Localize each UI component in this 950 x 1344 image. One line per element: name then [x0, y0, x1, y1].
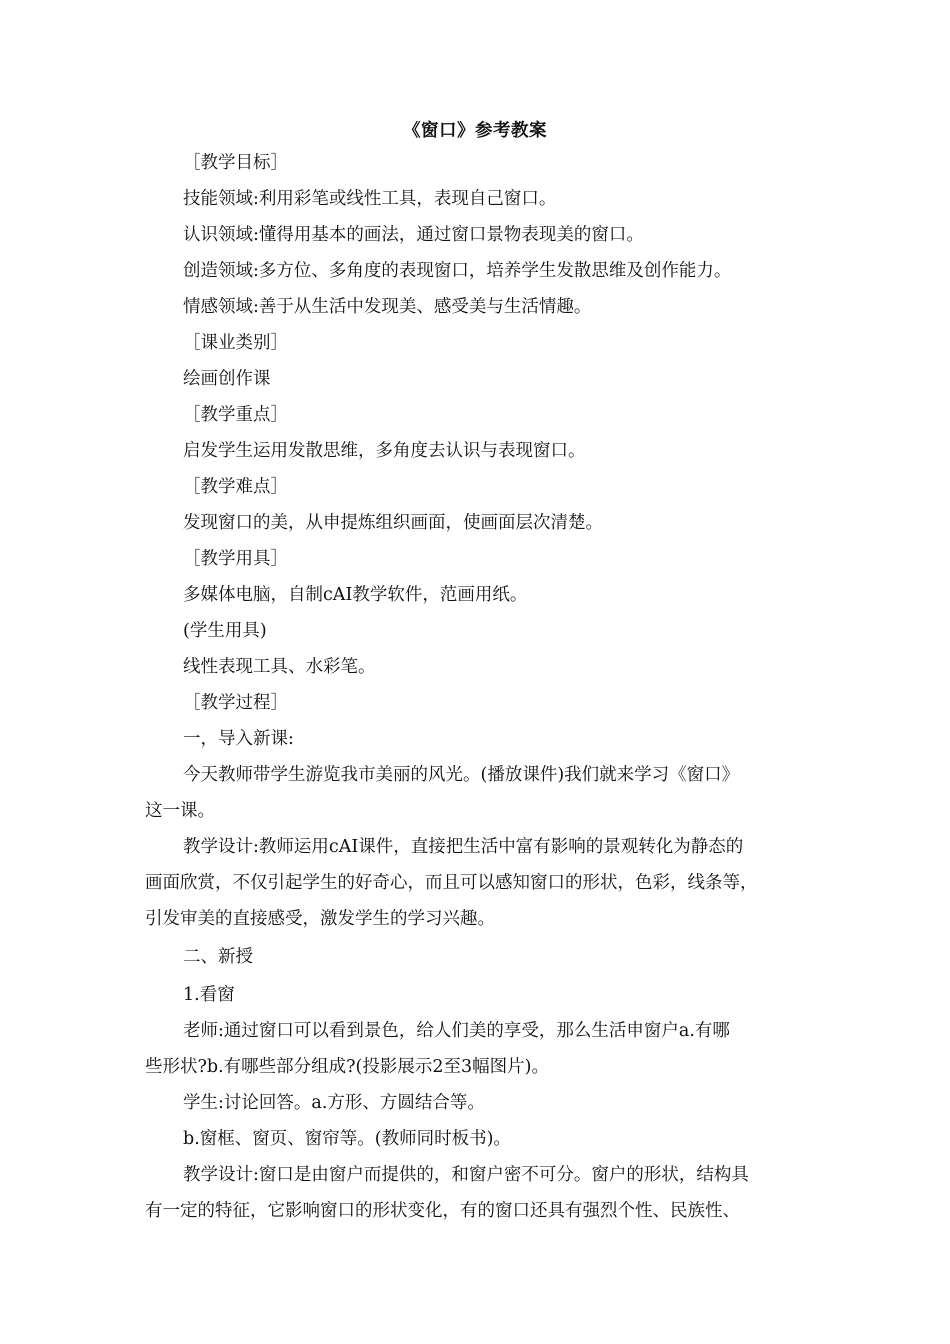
paragraph-line: 线性表现工具、水彩笔。 — [183, 657, 376, 677]
paragraph-line: 学生:讨论回答。a.方形、方圆结合等。 — [183, 1093, 485, 1113]
section-heading-difficulties: ［教学难点］ — [183, 477, 288, 497]
paragraph-line: 老师:通过窗口可以看到景色，给人们美的享受，那么生活申窗户a.有哪 — [183, 1021, 730, 1041]
paragraph-line: 多媒体电脑，自制cAI教学软件，范画用纸。 — [183, 585, 528, 605]
paragraph-line: 启发学生运用发散思维，多角度去认识与表现窗口。 — [183, 441, 586, 461]
paragraph-line: 一，导入新课: — [183, 729, 294, 749]
section-heading-key-points: ［教学重点］ — [183, 405, 288, 425]
document-title: 《窗口》参考教案 — [403, 121, 547, 141]
paragraph-line: 些形状?b.有哪些部分组成?(投影展示2至3幅图片)。 — [145, 1057, 549, 1077]
paragraph-line: 引发审美的直接感受，激发学生的学习兴趣。 — [145, 909, 495, 929]
section-heading-objectives: ［教学目标］ — [183, 153, 288, 173]
paragraph-line: 教学设计:教师运用cAI课件，直接把生活中富有影响的景观转化为静态的 — [183, 837, 744, 857]
paragraph-line: 有一定的特征，它影响窗口的形状变化，有的窗口还具有强烈个性、民族性、 — [145, 1201, 740, 1221]
section-heading-student-tools: (学生用具) — [183, 621, 267, 641]
paragraph-line: 发现窗口的美，从申提炼组织画面，使画面层次清楚。 — [183, 513, 603, 533]
paragraph-line: 二、新授 — [183, 947, 253, 967]
paragraph-line: 创造领域:多方位、多角度的表现窗口，培养学生发散思维及创作能力。 — [183, 261, 732, 281]
paragraph-line: 技能领域:利用彩笔或线性工具，表现自己窗口。 — [183, 189, 557, 209]
paragraph-line: 1.看窗 — [183, 985, 235, 1005]
paragraph-line: 情感领域:善于从生活中发现美、感受美与生活情趣。 — [183, 297, 592, 317]
section-heading-category: ［课业类别］ — [183, 333, 288, 353]
paragraph-line: 这一课。 — [145, 801, 215, 821]
paragraph-line: b.窗框、窗页、窗帘等。(教师同时板书)。 — [183, 1129, 511, 1149]
paragraph-line: 今天教师带学生游览我市美丽的风光。(播放课件)我们就来学习《窗口》 — [183, 765, 740, 785]
paragraph-line: 画面欣赏，不仅引起学生的好奇心，而且可以感知窗口的形状，色彩，线条等， — [145, 873, 758, 893]
paragraph-line: 绘画创作课 — [183, 369, 271, 389]
section-heading-process: ［教学过程］ — [183, 693, 288, 713]
paragraph-line: 认识领域:懂得用基本的画法，通过窗口景物表现美的窗口。 — [183, 225, 644, 245]
paragraph-line: 教学设计:窗口是由窗户而提供的，和窗户密不可分。窗户的形状，结构具 — [183, 1165, 749, 1185]
section-heading-teaching-tools: ［教学用具］ — [183, 549, 288, 569]
